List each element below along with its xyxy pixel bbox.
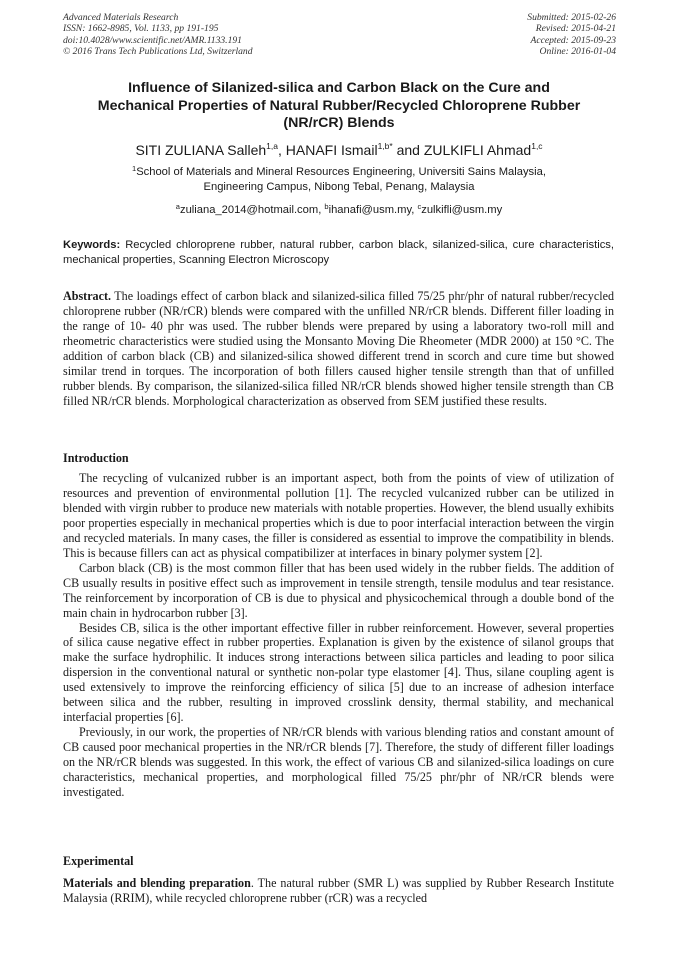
date-online: Online: 2016-01-04 xyxy=(539,46,616,58)
email-link[interactable]: ihanafi@usm.my, xyxy=(328,204,415,216)
keywords-label: Keywords: xyxy=(63,239,121,251)
date-submitted: Submitted: 2015-02-26 xyxy=(527,12,616,23)
journal-name: Advanced Materials Research xyxy=(63,12,179,23)
author-conjunction: and xyxy=(396,142,420,158)
journal-doi: doi:10.4028/www.scientific.net/AMR.1133.191 xyxy=(63,34,242,46)
paragraph: Previously, in our work, the properties of NR/rCR blends with various blending ratios and constant amount of CB caused poor mechanical properties in the NR/rCR blends [7]. Therefore, the study of different filler loadings on the NR/rCR blends was suggested. In this work, the effect of various CB and silanized-silica loadings on cure characteristics, mechanical properties, and morphological filled 75/25 phr/phr of NR/rCR blends were investigated. xyxy=(63,725,614,800)
section-heading-introduction: Introduction xyxy=(63,451,129,465)
email-mark: a xyxy=(175,202,180,211)
materials-paragraph xyxy=(63,876,614,906)
paragraph: Carbon black (CB) is the most common filler that has been used widely in the rubber fields. The addition of CB usually results in positive effect such as improvement in tensile strength, tensile modulus and tear resistance. The reinforcement by incorporation of CB is due to physical and physicochemical through a double bond of the main chain in hydrocarbon rubber [3]. xyxy=(63,560,614,620)
author-emails xyxy=(0,203,678,217)
abstract-text: The loadings effect of carbon black and silanized-silica filled 75/25 phr/phr of natural rubber/recycled chloroprene rubber (NR/rCR) blends were compared with the unfilled NR/rCR blends. Different filler loading in the range of 10- 40 phr was used. The rubber blends were prepared by using a laboratory two-roll mill and rheometric characteristics were studied using the Monsanto Moving Die Rheometer (MDR 2000) at 150 °C. The addition of carbon black (CB) and silanized-silica showed different trend in scorch and cure time but showed similar trend in torques. The incorporation of both fillers caused higher tensile strength than that of unfilled rubber blends. By comparison, the silanized-silica filled NR/rCR blends showed higher tensile strength than CB filled NR/rCR blends. Morphological characterization as observed from SEM justified these results. xyxy=(63,289,614,408)
email-mark: c xyxy=(417,202,422,211)
journal-copyright: © 2016 Trans Tech Publications Ltd, Switzerland xyxy=(63,46,253,58)
date-revised: Revised: 2015-04-21 xyxy=(535,23,616,35)
affil-line: School of Materials and Mineral Resources Engineering, Universiti Sains Malaysia, xyxy=(136,166,546,178)
section-heading-experimental: Experimental xyxy=(63,854,134,868)
journal-issn: ISSN: 1662-8985, Vol. 1133, pp 191-195 xyxy=(63,23,219,35)
author-name: ZULKIFLI Ahmad xyxy=(423,142,532,158)
author-affil-mark: 1,c xyxy=(531,141,543,151)
run-in-heading: Materials and blending preparation xyxy=(63,876,251,890)
affil-line: Engineering Campus, Nibong Tebal, Penang, Malaysia xyxy=(203,180,475,193)
journal-info xyxy=(63,12,253,58)
author-affil-mark: 1,a xyxy=(266,141,278,151)
author-affil-mark: 1,b* xyxy=(377,141,393,151)
introduction-body xyxy=(63,471,614,800)
title-line: Influence of Silanized-silica and Carbon Black on the Cure and xyxy=(128,80,550,96)
author-name: SITI ZULIANA Salleh xyxy=(135,142,267,158)
publication-dates xyxy=(527,12,616,58)
abstract-label: Abstract. xyxy=(63,289,112,303)
keywords xyxy=(63,238,614,267)
paragraph: The recycling of vulcanized rubber is an important aspect, both from the points of view of utilization of resources and prevention of environmental pollution [1]. The recycled vulcanized rubber can be utilized in blended with virgin rubber to produce new materials with notable properties. However, the blend usually exhibits poor properties especially in mechanical properties which is due to poor interfacial interaction between the virgin and recycled materials. In many cases, the filler is considered as essential to improve the compatibility in blends. This is because fillers can act as physical compatibilizer at interfaces in binary polymer system [2]. xyxy=(63,471,614,560)
date-accepted: Accepted: 2015-09-23 xyxy=(530,34,616,46)
materials-text: . The natural rubber (SMR L) was supplied by Rubber Research Institute Malaysia (RRIM), while recycled chloroprene rubber (rCR) was a recycled xyxy=(63,876,614,905)
author-list: SITI ZULIANA Salleh$^{1,a}$, HANAFI Ismail$^{1,b*}$ and ZULKIFLI Ahmad$^{1,c}$ xyxy=(135,141,543,158)
abstract xyxy=(63,289,614,409)
title-line: (NR/rCR) Blends xyxy=(283,115,395,132)
email-link[interactable]: zulkifli@usm.my xyxy=(421,204,503,216)
keywords-text: Recycled chloroprene rubber, natural rubber, carbon black, silanized-silica, cure characteristics, mechanical properties, Scanning Electron Microscopy xyxy=(63,239,615,266)
author-name: HANAFI Ismail xyxy=(285,142,378,158)
paragraph: Besides CB, silica is the other important effective filler in rubber reinforcement. However, several properties of silica cause negative effect in rubber properties. Explanation is given by the existence of silanol groups that make the surface hydrophilic. It induces strong interactions between silica particles and leading to poor silica dispersion in the conventional natural or synthetic non-polar type elastomer [4]. Thus, silane coupling agent is used extensively to improve the reinforcing efficiency of silica [5] due to an increase of adhesion interface between silica and the rubber, resulting in improved crosslink density, thermal stability, and mechanical interfacial properties [6]. xyxy=(63,620,614,725)
affiliation xyxy=(0,165,678,194)
title-line: Mechanical Properties of Natural Rubber/Recycled Chloroprene Rubber xyxy=(97,97,581,114)
email-mark: b xyxy=(324,202,329,211)
paper-title xyxy=(40,80,638,133)
affil-mark: 1 xyxy=(132,164,137,173)
email-link[interactable]: zuliana_2014@hotmail.com, xyxy=(179,204,322,216)
